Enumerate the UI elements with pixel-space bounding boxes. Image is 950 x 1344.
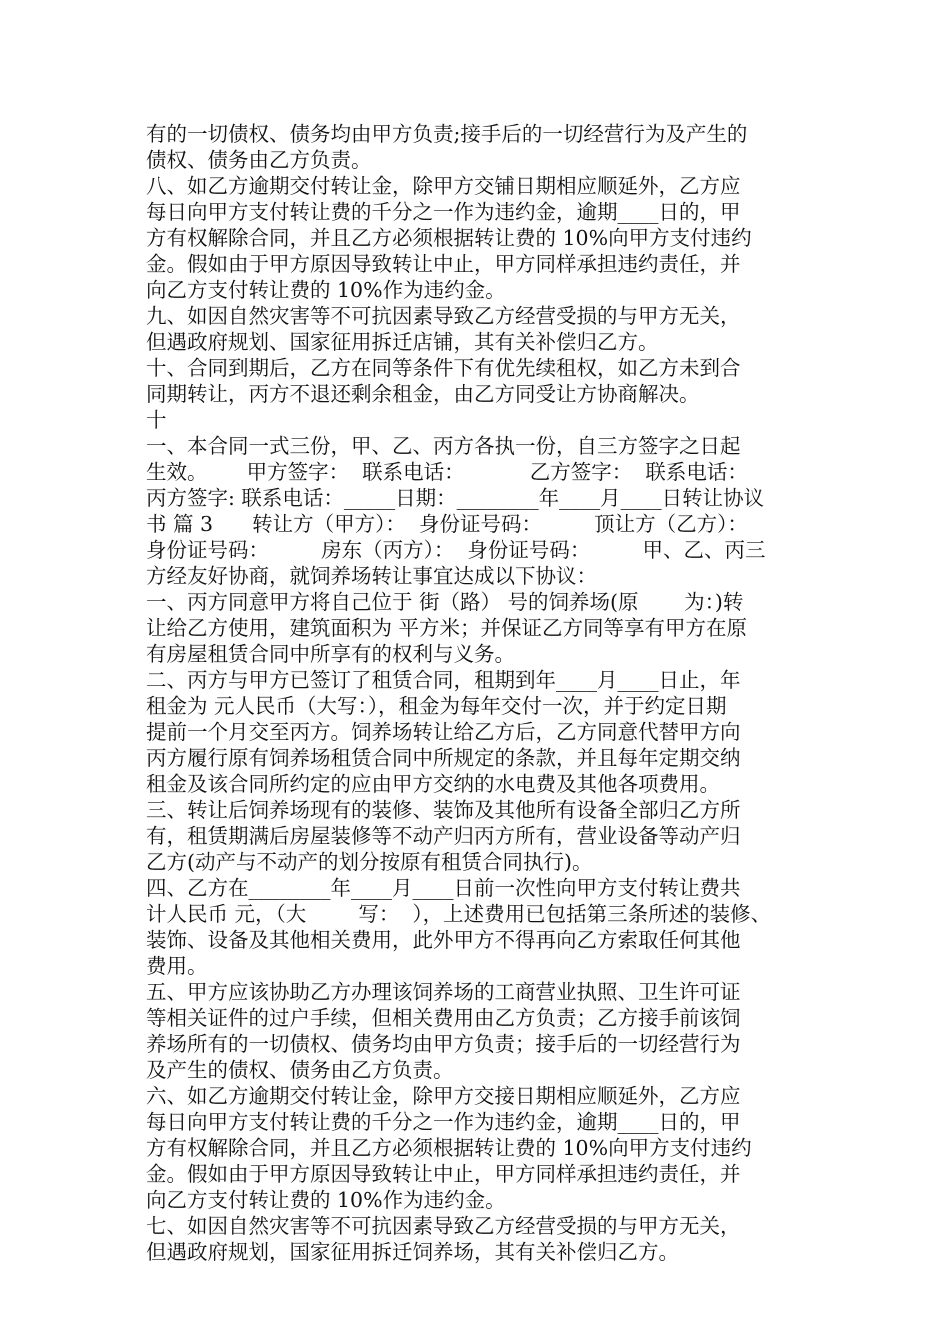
text-line: 每日向甲方支付转让费的千分之一作为违约金，逾期____日的，甲 [146,200,741,224]
text-line: 十 [146,408,167,432]
text-line: 向乙方支付转让费的 10%作为违约金。 [146,1188,506,1212]
text-line: 四、乙方在________年____月____日前一次性向甲方支付转让费共 [146,876,741,900]
text-line: 方有权解除合同，并且乙方必须根据转让费的 10%向甲方支付违约 [146,226,752,250]
text-line: 方有权解除合同，并且乙方必须根据转让费的 10%向甲方支付违约 [146,1136,752,1160]
text-line: 二、丙方与甲方已签订了租赁合同，租期到年____月____日止，年 [146,668,741,692]
text-line: 债权、债务由乙方负责。 [146,148,372,172]
text-line: 五、甲方应该协助乙方办理该饲养场的工商营业执照、卫生许可证 [146,980,741,1004]
text-line: 计人民币 元，（大 写： ），上述费用已包括第三条所述的装修、 [146,902,772,926]
text-line: 方经友好协商，就饲养场转让事宜达成以下协议： [146,564,597,588]
text-line: 租金及该合同所约定的应由甲方交纳的水电费及其他各项费用。 [146,772,720,796]
text-line: 金。假如由于甲方原因导致转让中止，甲方同样承担违约责任，并 [146,252,741,276]
text-line: 一、丙方同意甲方将自己位于 街（路） 号的饲养场(原 为：)转 [146,590,744,614]
text-line: 有，租赁期满后房屋装修等不动产归丙方所有，营业设备等动产归 [146,824,741,848]
text-line: 向乙方支付转让费的 10%作为违约金。 [146,278,506,302]
text-line: 六、如乙方逾期交付转让金，除甲方交接日期相应顺延外，乙方应 [146,1084,741,1108]
text-line: 同期转让，丙方不退还剩余租金，由乙方同受让方协商解决。 [146,382,700,406]
text-line: 丙方签字: 联系电话：_____日期：________年____月____日转让协议 [146,486,765,510]
text-line: 生效。 甲方签字： 联系电话： 乙方签字： 联系电话： [146,460,748,484]
text-line: 租金为 元人民币（大写：），租金为每年交付一次，并于约定日期 [146,694,727,718]
text-line: 每日向甲方支付转让费的千分之一作为违约金，逾期____日的，甲 [146,1110,741,1134]
text-line: 等相关证件的过户手续，但相关费用由乙方负责；乙方接手前该饲 [146,1006,741,1030]
text-line: 有的一切债权、债务均由甲方负责;接手后的一切经营行为及产生的 [146,122,748,146]
text-line: 费用。 [146,954,208,978]
text-line: 金。假如由于甲方原因导致转让中止，甲方同样承担违约责任，并 [146,1162,741,1186]
text-line: 养场所有的一切债权、债务均由甲方负责；接手后的一切经营行为 [146,1032,741,1056]
text-line: 但遇政府规划、国家征用拆迁店铺，其有关补偿归乙方。 [146,330,659,354]
text-line: 但遇政府规划，国家征用拆迁饲养场，其有关补偿归乙方。 [146,1240,679,1264]
text-line: 九、如因自然灾害等不可抗因素导致乙方经营受损的与甲方无关， [146,304,741,328]
text-line: 一、本合同一式三份，甲、乙、丙方各执一份，自三方签字之日起 [146,434,741,458]
text-line: 十、合同到期后，乙方在同等条件下有优先续租权，如乙方未到合 [146,356,741,380]
text-line: 装饰、设备及其他相关费用，此外甲方不得再向乙方索取任何其他 [146,928,741,952]
text-line: 身份证号码： 房东（丙方）： 身份证号码： 甲、乙、丙三 [146,538,766,562]
text-line: 八、如乙方逾期交付转让金，除甲方交铺日期相应顺延外，乙方应 [146,174,741,198]
text-line: 让给乙方使用，建筑面积为 平方米；并保证乙方同等享有甲方在原 [146,616,748,640]
text-line: 及产生的债权、债务由乙方负责。 [146,1058,454,1082]
document-body [146,121,806,1265]
text-line: 乙方(动产与不动产的划分按原有租赁合同执行)。 [146,850,593,874]
text-line: 提前一个月交至丙方。饲养场转让给乙方后，乙方同意代替甲方向 [146,720,741,744]
text-line: 七、如因自然灾害等不可抗因素导致乙方经营受损的与甲方无关， [146,1214,741,1238]
text-line: 有房屋租赁合同中所享有的权利与义务。 [146,642,515,666]
text-line: 三、转让后饲养场现有的装修、装饰及其他所有设备全部归乙方所 [146,798,741,822]
text-line: 丙方履行原有饲养场租赁合同中所规定的条款，并且每年定期交纳 [146,746,741,770]
text-line: 书 篇 3 转让方（甲方）： 身份证号码： 顶让方（乙方）： [146,512,748,536]
